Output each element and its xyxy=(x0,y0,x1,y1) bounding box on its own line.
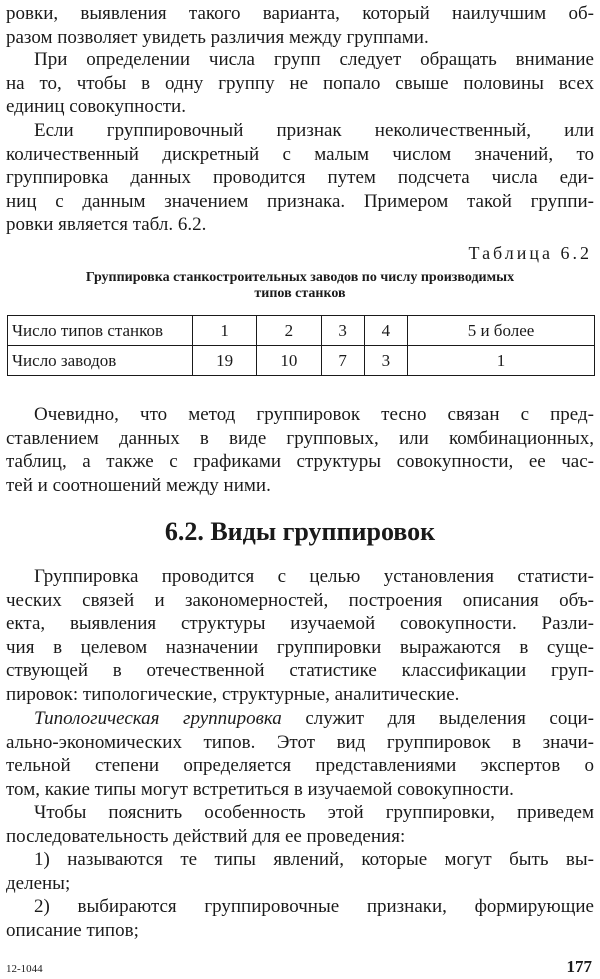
paragraph-4 xyxy=(6,403,594,497)
table-cell: 19 xyxy=(193,346,257,376)
paragraph-3 xyxy=(6,119,594,237)
table-cell: 4 xyxy=(364,316,407,346)
paragraph-8 xyxy=(6,848,594,895)
table-row xyxy=(8,316,595,346)
paragraph-5 xyxy=(6,565,594,706)
grouping-table xyxy=(7,315,595,376)
table-row xyxy=(8,346,595,376)
paragraph-1 xyxy=(6,2,594,49)
text-line: ровки является табл. 6.2. xyxy=(6,214,207,235)
text-line: группировка данных проводится путем подсчета числа еди- xyxy=(6,167,594,188)
text-line: екта, выявления структуры изучаемой совокупности. Разли- xyxy=(6,613,594,634)
text-line: тельной степени определяется представлениями экспертов о xyxy=(6,755,594,776)
text-line: делены; xyxy=(6,872,71,894)
text-line: ниц с данным значением признака. Примером такой группи- xyxy=(6,190,594,212)
table-caption-line: Группировка станкостроительных заводов по числу производимых xyxy=(85,270,515,285)
text-line: том, какие типы могут встретиться в изучаемой совокупности. xyxy=(6,778,514,800)
text-line xyxy=(6,707,594,731)
text-line: 1) называются те типы явлений, которые могут быть вы- xyxy=(34,849,594,870)
text-line: чия в целевом назначении группировки выражаются в суще- xyxy=(6,636,594,658)
table-cell: 5 и более xyxy=(408,316,595,346)
text-line: ровки, выявления такого варианта, который наилучшим об- xyxy=(6,3,594,24)
text-line: Если группировочный признак неколичественный, или xyxy=(34,120,594,141)
text-line: 2) выбираются группировочные признаки, формирующие xyxy=(34,896,594,917)
text-line: ствующей в отечественной статистике классификации груп- xyxy=(6,660,594,681)
text-line: Чтобы пояснить особенность этой группировки, приведем xyxy=(34,802,594,823)
table-cell: 10 xyxy=(257,346,321,376)
text-line: ставлением данных в виде групповых, или комбинационных, xyxy=(6,427,594,449)
table-caption-line: типов станков xyxy=(254,286,346,301)
text-line: таблиц, а также с графиками структуры совокупности, ее час- xyxy=(6,451,594,472)
text-line: единиц совокупности. xyxy=(6,96,186,117)
text-line: Очевидно, что метод группировок тесно связан с пред- xyxy=(34,404,594,425)
text-line: При определении числа групп следует обращать внимание xyxy=(34,49,594,70)
text-line: ческих связей и закономерностей, построения описания объ- xyxy=(6,589,594,611)
row-header: Число заводов xyxy=(8,346,193,376)
paragraph-9 xyxy=(6,895,594,942)
table-cell: 7 xyxy=(321,346,364,376)
paragraph-7 xyxy=(6,801,594,848)
table-cell: 1 xyxy=(193,316,257,346)
text-line: описание типов; xyxy=(6,919,139,941)
table-cell: 3 xyxy=(321,316,364,346)
text-line: ально-экономических типов. Этот вид группировок в значи- xyxy=(6,731,594,753)
italic-term: Типологическая группировка xyxy=(34,708,282,729)
page-number: 177 xyxy=(566,957,592,976)
paragraph-2 xyxy=(6,48,594,119)
table-cell: 1 xyxy=(408,346,595,376)
text-line: Группировка проводится с целью установления статисти- xyxy=(34,566,594,587)
text-line: количественный дискретный с малым числом значений, то xyxy=(6,143,594,165)
text-line: разом позволяет увидеть различия между группами. xyxy=(6,26,429,48)
row-header: Число типов станков xyxy=(8,316,193,346)
text-line: пировок: типологические, структурные, аналитические. xyxy=(6,683,460,705)
table-caption xyxy=(0,270,600,302)
table-cell: 2 xyxy=(257,316,321,346)
text-line: тей и соотношений между ними. xyxy=(6,474,271,496)
text-line: последовательность действий для ее проведения: xyxy=(6,825,406,847)
signature-code: 12-1044 xyxy=(6,963,43,975)
section-title: 6.2. Виды группировок xyxy=(164,517,436,546)
table-cell: 3 xyxy=(364,346,407,376)
table-label: Таблица 6.2 xyxy=(468,243,592,263)
text-fragment: служит для выделения соци- xyxy=(281,708,594,729)
paragraph-6 xyxy=(6,707,594,801)
text-line: на то, чтобы в одну группу не попало свыше половины всех xyxy=(6,72,594,94)
